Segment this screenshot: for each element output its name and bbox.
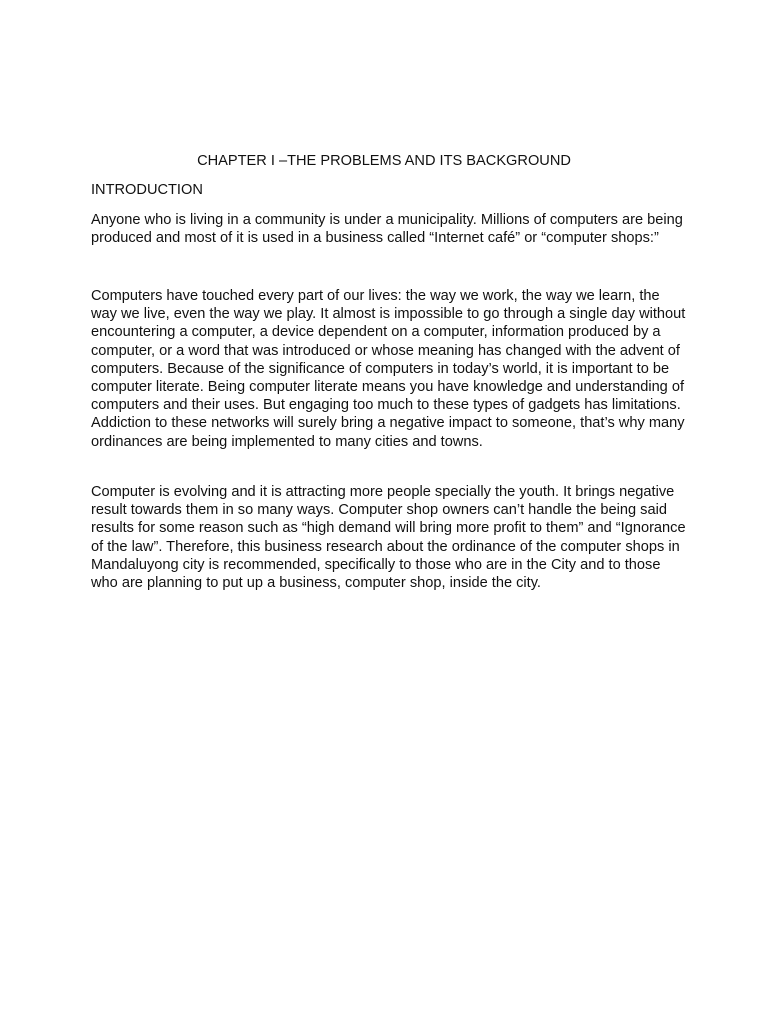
chapter-title: CHAPTER I –THE PROBLEMS AND ITS BACKGROUND bbox=[197, 153, 571, 169]
paragraph-municipality: Anyone who is living in a community is under a municipality. Millions of computers are being produced and most of it is used in a business called “Internet café” or “computer shops:” bbox=[91, 212, 683, 247]
paragraph-computer-literacy: Computers have touched every part of our lives: the way we work, the way we learn, the way we live, even the way we play. It almost is impossible to go through a single day without encountering a computer, a device dependent on a computer, information produced by a computer, or a word that was introduced or whose meaning has changed with the advent of computers. Because of the significance of computers in today’s world, it is important to be computer literate. Being computer literate means you have knowledge and understanding of computers and their uses. But engaging too much to these types of gadgets has limitations. Addiction to these networks will surely bring a negative impact to someone, that’s why many ordinances are being implemented to many cities and towns. bbox=[91, 288, 686, 450]
section-heading: INTRODUCTION bbox=[91, 182, 203, 198]
paragraph-research-purpose: Computer is evolving and it is attracting more people specially the youth. It brings negative result towards them in so many ways. Computer shop owners can’t handle the being said results for some reason such as “high demand will bring more profit to them” and “Ignorance of the law”. Therefore, this business research about the ordinance of the computer shops in Mandaluyong city is recommended, specifically to those who are in the City and to those who are planning to put up a business, computer shop, inside the city. bbox=[91, 484, 686, 592]
